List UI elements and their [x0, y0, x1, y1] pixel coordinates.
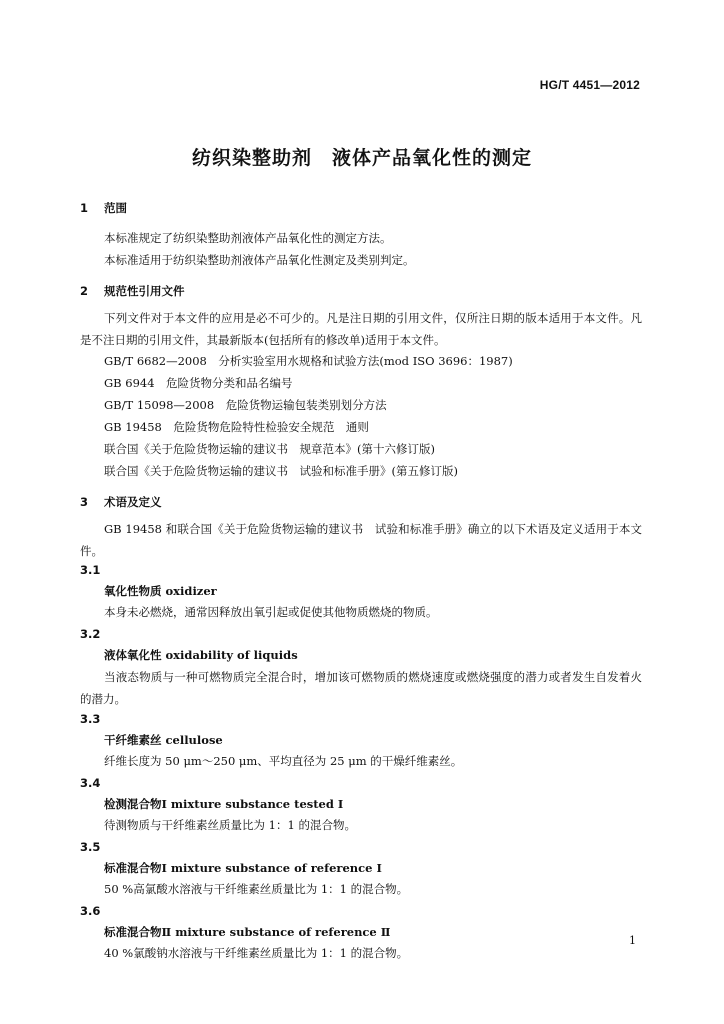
- term-definition: 50 %高氯酸水溶液与干纤维素丝质量比为 1：1 的混合物。: [104, 882, 409, 896]
- section-title: 术语及定义: [104, 495, 162, 509]
- term-number: 3.4: [80, 776, 101, 790]
- term-name: 检测混合物Ⅰ mixture substance tested Ⅰ: [104, 797, 344, 811]
- term-definition: 当液态物质与一种可燃物质完全混合时，增加该可燃物质的燃烧速度或燃烧强度的潜力或者发生自发着火的潜力。: [80, 670, 642, 706]
- term-number: 3.5: [80, 840, 101, 854]
- reference-item: 联合国《关于危险货物运输的建议书 规章范本》(第十六修订版): [104, 442, 435, 456]
- term-name: 氧化性物质 oxidizer: [104, 584, 217, 598]
- paragraph: GB 19458 和联合国《关于危险货物运输的建议书 试验和标准手册》确立的以下术语及定义适用于本文件。: [80, 522, 642, 558]
- paragraph: 本标准适用于纺织染整助剂液体产品氧化性测定及类别判定。: [104, 253, 415, 267]
- section-number: 1: [80, 201, 89, 215]
- term-name: 干纤维素丝 cellulose: [104, 733, 223, 747]
- paragraph: 本标准规定了纺织染整助剂液体产品氧化性的测定方法。: [104, 231, 392, 245]
- term-definition: 40 %氯酸钠水溶液与干纤维素丝质量比为 1：1 的混合物。: [104, 946, 409, 960]
- reference-item: GB 19458 危险货物危险特性检验安全规范 通则: [104, 420, 369, 434]
- paragraph: 下列文件对于本文件的应用是必不可少的。凡是注日期的引用文件，仅所注日期的版本适用于本文件。凡是不注日期的引用文件，其最新版本(包括所有的修改单)适用于本文件。: [80, 311, 642, 347]
- section-2-heading: [80, 283, 642, 299]
- term-name: 标准混合物Ⅱ mixture substance of reference Ⅱ: [104, 925, 391, 939]
- term-name: 标准混合物Ⅰ mixture substance of reference Ⅰ: [104, 861, 382, 875]
- document-title: 纺织染整助剂 液体产品氧化性的测定: [191, 147, 532, 169]
- reference-item: GB/T 6682—2008 分析实验室用水规格和试验方法(mod ISO 3696：1987): [104, 354, 513, 368]
- section-title: 规范性引用文件: [104, 284, 185, 298]
- term-number: 3.1: [80, 563, 101, 577]
- term-definition: 纤维长度为 50 μm～250 μm、平均直径为 25 μm 的干燥纤维素丝。: [104, 754, 463, 768]
- section-3-heading: [80, 494, 642, 510]
- reference-item: 联合国《关于危险货物运输的建议书 试验和标准手册》(第五修订版): [104, 464, 458, 478]
- term-name: 液体氧化性 oxidability of liquids: [104, 648, 298, 662]
- reference-item: GB/T 15098—2008 危险货物运输包装类别划分方法: [104, 398, 387, 412]
- section-title: 范围: [104, 201, 127, 215]
- term-definition: 本身未必燃烧，通常因释放出氧引起或促使其他物质燃烧的物质。: [104, 605, 438, 619]
- term-number: 3.2: [80, 627, 101, 641]
- standard-code: HG/T 4451—2012: [539, 78, 640, 92]
- term-definition: 待测物质与干纤维素丝质量比为 1：1 的混合物。: [104, 818, 356, 832]
- page-number: 1: [629, 934, 636, 947]
- term-number: 3.6: [80, 904, 101, 918]
- section-1-heading: [80, 200, 642, 216]
- section-number: 2: [80, 284, 89, 298]
- reference-item: GB 6944 危险货物分类和品名编号: [104, 376, 293, 390]
- term-number: 3.3: [80, 712, 101, 726]
- document-body: [80, 200, 642, 961]
- section-number: 3: [80, 495, 89, 509]
